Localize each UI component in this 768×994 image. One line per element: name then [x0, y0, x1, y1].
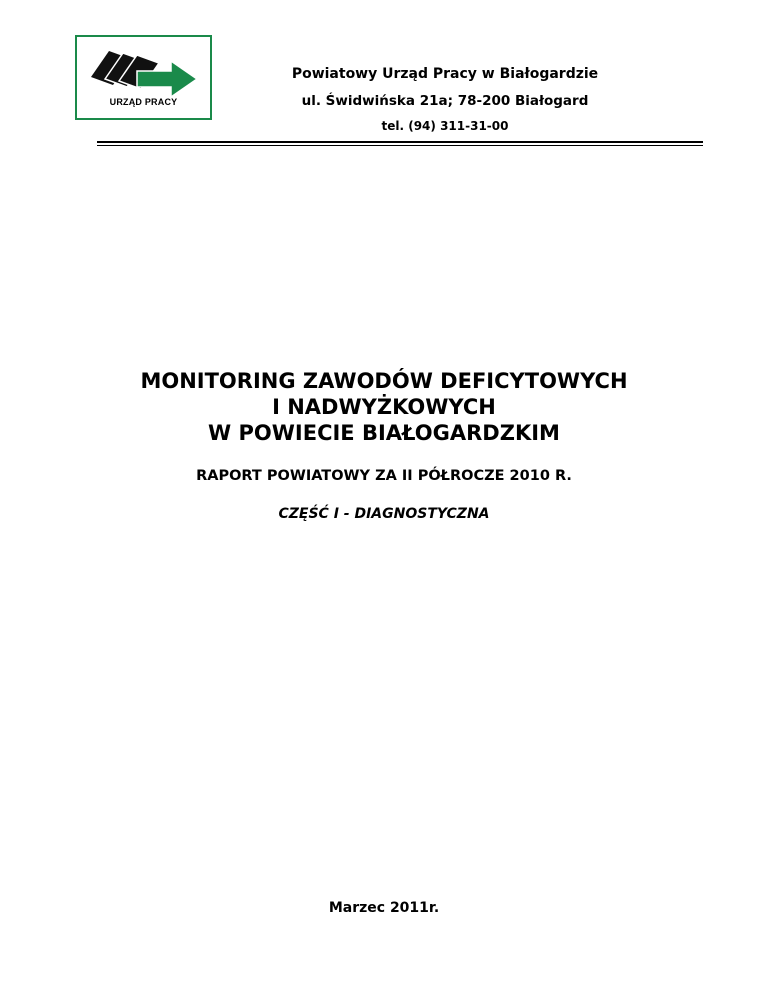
document-title — [40, 368, 728, 446]
title-line-1: MONITORING ZAWODÓW DEFICYTOWYCH — [140, 369, 628, 393]
header-divider-thin — [97, 145, 703, 146]
report-date: Marzec 2011r. — [328, 900, 440, 916]
logo-text: URZĄD PRACY — [109, 97, 178, 107]
header-divider-thick — [97, 141, 703, 143]
title-line-2: I NADWYŻKOWYCH — [272, 395, 496, 419]
institution-phone: tel. (94) 311-31-00 — [381, 119, 509, 133]
institution-name: Powiatowy Urząd Pracy w Białogardzie — [291, 66, 599, 82]
title-line-3: W POWIECIE BIAŁOGARDZKIM — [208, 421, 560, 445]
institution-address: ul. Świdwińska 21a; 78-200 Białogard — [301, 93, 589, 109]
report-subtitle: RAPORT POWIATOWY ZA II PÓŁROCZE 2010 R. — [196, 468, 572, 484]
report-part: CZĘŚĆ I - DIAGNOSTYCZNA — [278, 506, 490, 522]
